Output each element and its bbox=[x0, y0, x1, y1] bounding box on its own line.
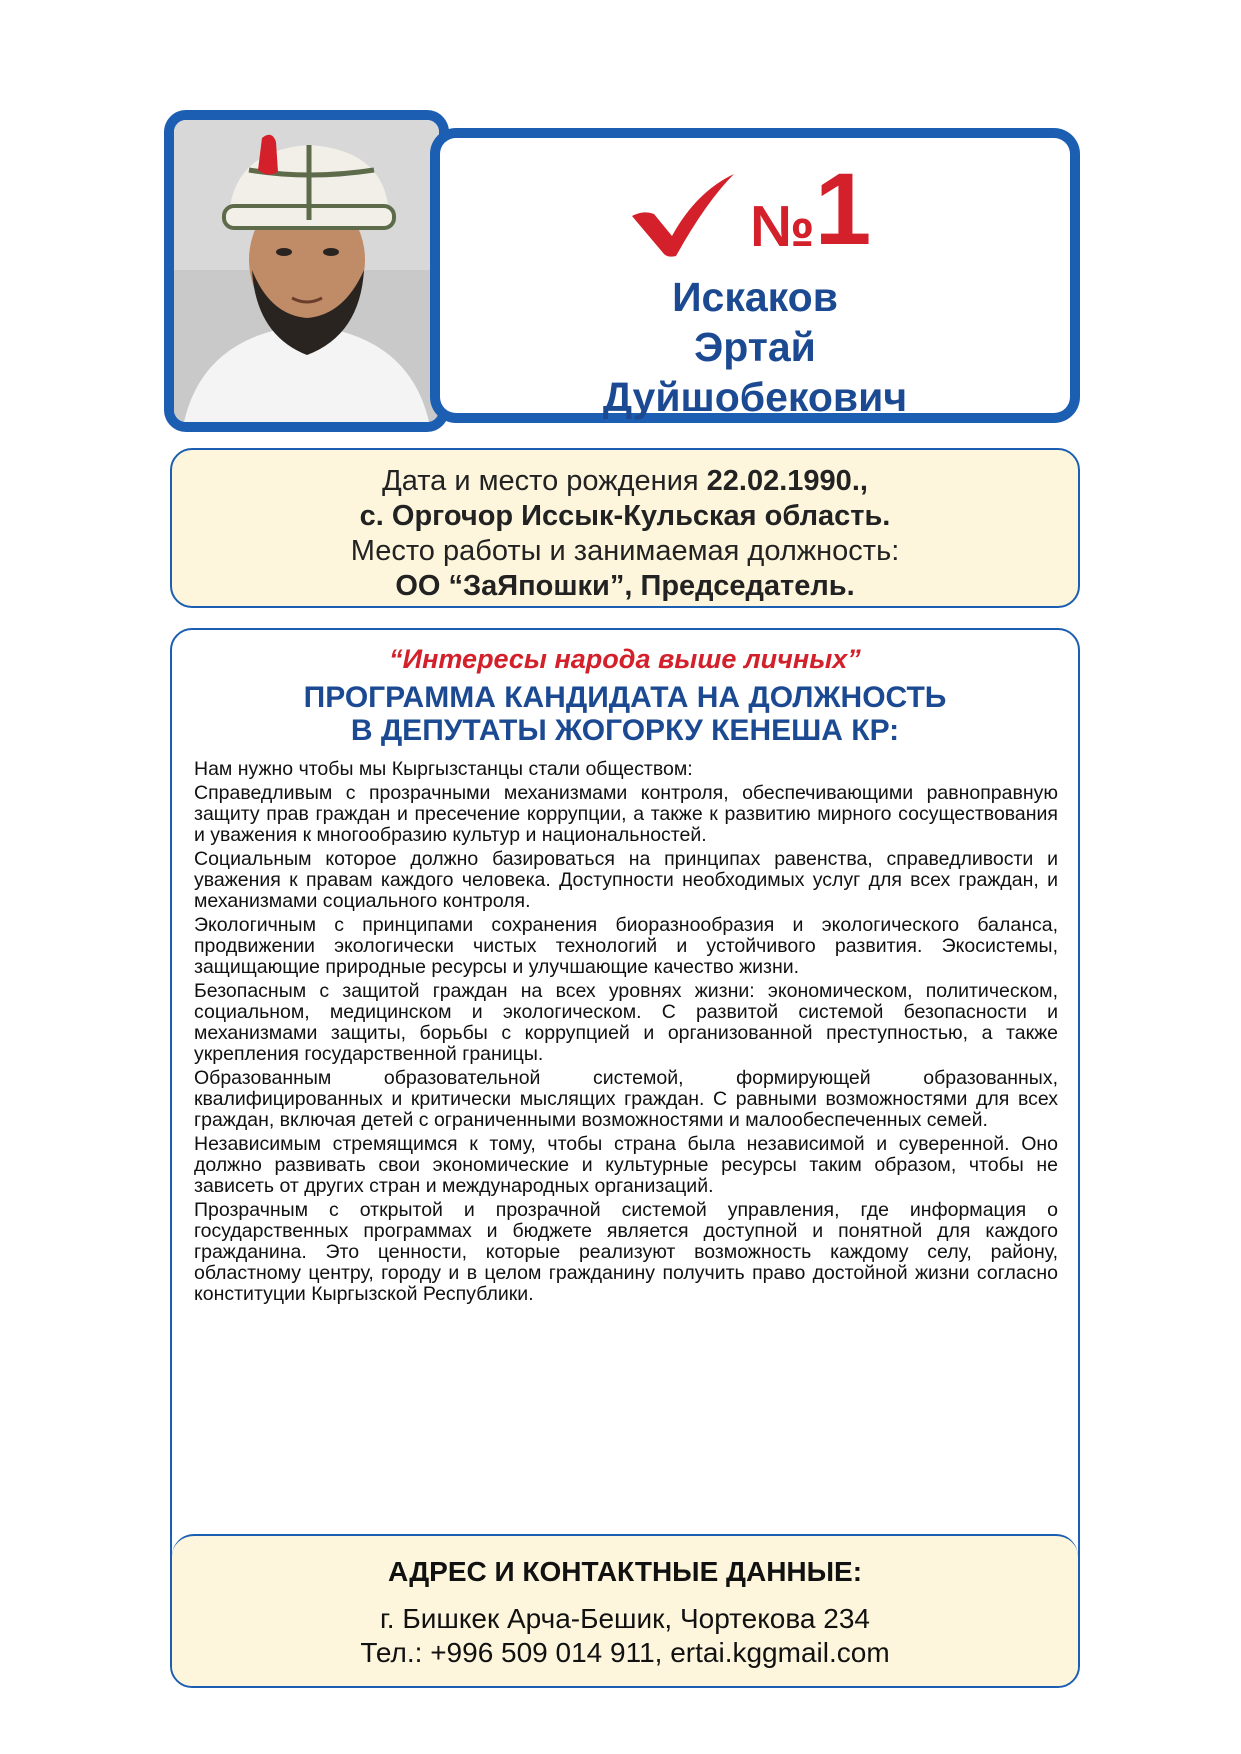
program-paragraph: Образованным образовательной системой, формирующей образованных, квалифицированных и критически мыслящих граждан. С равными возможностями для всех граждан, включая детей с ограниченными возможностями и малообеспеченных семей. bbox=[194, 1067, 1058, 1131]
candidate-photo bbox=[174, 120, 439, 422]
birth-place: с. Оргочор Иссык-Кульская область. bbox=[359, 500, 891, 532]
birth-line bbox=[172, 464, 1078, 499]
program-paragraph: Экологичным с принципами сохранения биоразнообразия и экологического баланса, продвижении экологически чистых технологий и устойчивого развития. Экосистемы, защищающие природные ресурсы и улучшающие качество жизни. bbox=[194, 914, 1058, 978]
candidate-number bbox=[750, 152, 872, 266]
birth-date: 22.02.1990., bbox=[706, 465, 868, 497]
program-title-line-1: ПРОГРАММА КАНДИДАТА НА ДОЛЖНОСТЬ bbox=[303, 681, 947, 714]
candidate-name-frame bbox=[430, 128, 1080, 423]
number-sign: № bbox=[750, 194, 815, 259]
contact-address: г. Бишкек Арча-Бешик, Чортекова 234 bbox=[379, 1603, 870, 1634]
program-paragraph: Безопасным с защитой граждан на всех уровнях жизни: экономическом, политическом, социальном, медицинском и экологическом. С развитой системой безопасности и механизмами защиты, борьбы с коррупцией и организованной преступностью, а также укрепления государственной границы. bbox=[194, 980, 1058, 1065]
program-title-line-2: В ДЕПУТАТЫ ЖОГОРКУ КЕНЕША КР: bbox=[350, 714, 900, 747]
candidate-photo-frame bbox=[164, 110, 449, 432]
birth-label: Дата и место рождения bbox=[382, 465, 699, 497]
number-value: 1 bbox=[814, 152, 872, 266]
program-paragraph: Социальным которое должно базироваться на принципах равенства, справедливости и уважения к правам каждого человека. Доступности необходимых услуг для всех граждан, и механизмами социального контроля. bbox=[194, 848, 1058, 912]
slogan: “Интересы народа выше личных” bbox=[389, 644, 861, 674]
program-text bbox=[194, 759, 1058, 1305]
program-title bbox=[172, 681, 1078, 747]
program-paragraph: Независимым стремящимся к тому, чтобы страна была независимой и суверенной. Оно должно развивать свои экономические и культурные ресурсы таким образом, чтобы не зависеть от других стран и международных организаций. bbox=[194, 1133, 1058, 1197]
contact-title: АДРЕС И КОНТАКТНЫЕ ДАННЫЕ: bbox=[387, 1556, 863, 1587]
candidate-info-panel bbox=[170, 448, 1080, 608]
candidate-first-name: Эртай bbox=[694, 324, 816, 370]
program-paragraph: Нам нужно чтобы мы Кыргызстанцы стали обществом: bbox=[194, 758, 693, 780]
candidate-full-name bbox=[440, 272, 1070, 422]
contact-phone-email: Тел.: +996 509 014 911, ertai.kggmail.com bbox=[360, 1637, 890, 1668]
work-value: ОО “ЗаЯпошки”, Председатель. bbox=[395, 570, 855, 602]
candidate-patronymic: Дуйшобекович bbox=[602, 374, 908, 420]
program-paragraph: Прозрачным с открытой и прозрачной системой управления, где информация о государственных программах и бюджете является доступной и понятной для каждого гражданина. Это ценности, которые реализуют возможность каждому селу, району, областному центру, городу и в целом гражданину получить право достойной жизни согласно конституции Кыргызской Республики. bbox=[194, 1199, 1058, 1305]
program-panel bbox=[170, 628, 1080, 1688]
work-label: Место работы и занимаемая должность: bbox=[350, 535, 900, 567]
candidate-name-panel bbox=[440, 138, 1070, 420]
checkmark-icon bbox=[630, 172, 738, 258]
candidate-surname: Искаков bbox=[672, 274, 838, 320]
contact-panel bbox=[172, 1534, 1078, 1686]
program-paragraph: Справедливым с прозрачными механизмами контроля, обеспечивающими равноправную защиту прав граждан и пресечение коррупции, а также к развитию мирного сосуществования и уважения к многообразию культур и национальностей. bbox=[194, 782, 1058, 846]
